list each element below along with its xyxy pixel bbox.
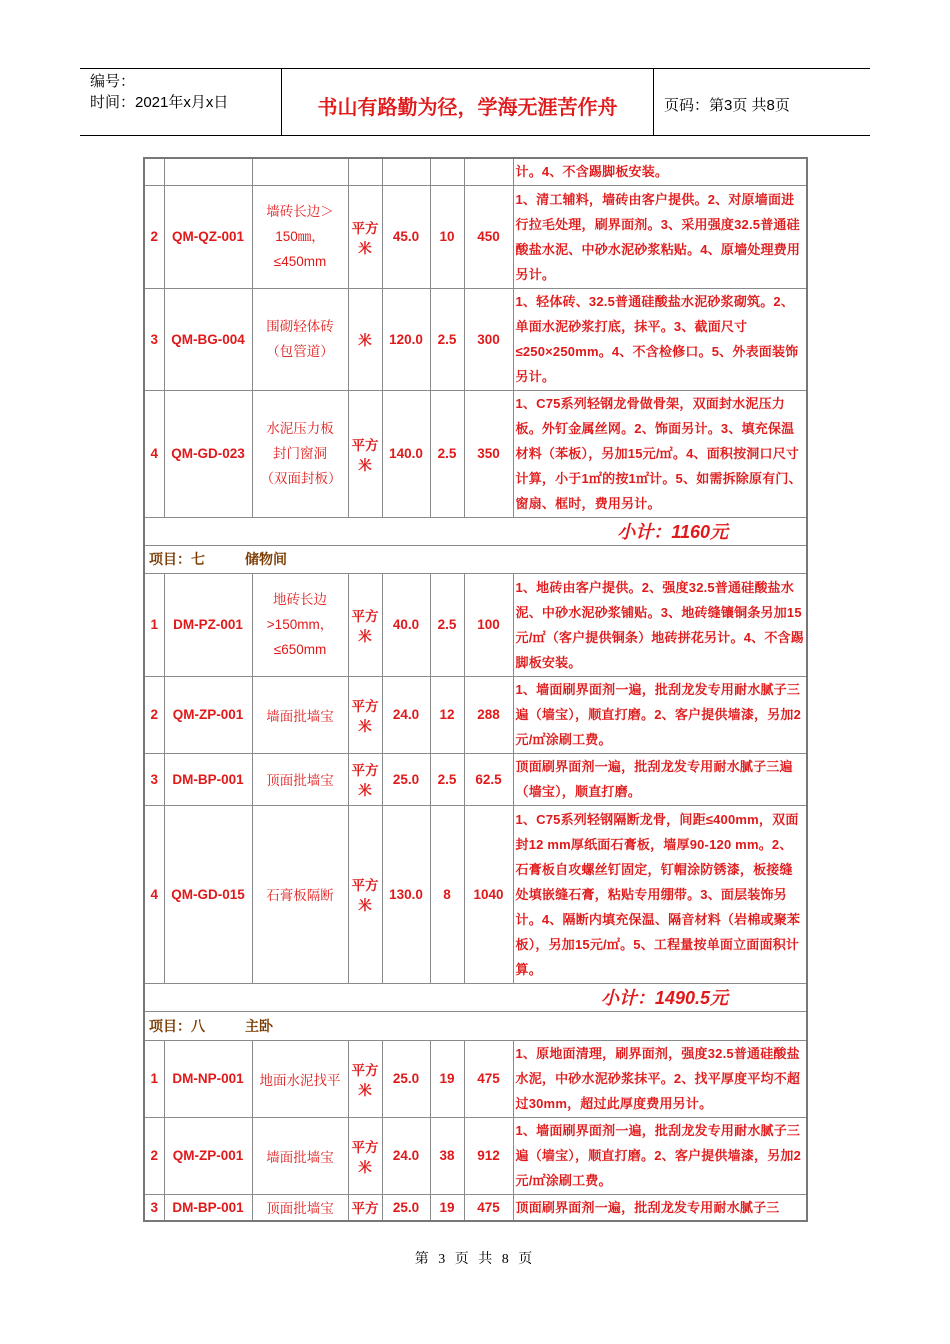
item-quantity: 38 bbox=[430, 1117, 464, 1194]
item-price: 45.0 bbox=[382, 185, 430, 288]
item-unit: 平方米 bbox=[348, 573, 382, 676]
item-amount: 288 bbox=[464, 676, 513, 753]
item-quantity: 2.5 bbox=[430, 288, 464, 390]
table-row bbox=[144, 390, 807, 517]
item-description: 顶面刷界面剂一遍，批刮龙发专用耐水腻子三遍（墙宝），顺直打磨。 bbox=[513, 753, 807, 805]
table-row bbox=[144, 1194, 807, 1221]
item-name: 水泥压力板封门窗洞（双面封板） bbox=[260, 421, 342, 486]
item-quantity: 2.5 bbox=[430, 390, 464, 517]
row-index: 1 bbox=[144, 573, 164, 676]
section-label: 项目：八 bbox=[149, 1017, 205, 1034]
item-amount: 300 bbox=[464, 288, 513, 390]
item-name: 地面水泥找平 bbox=[252, 1040, 348, 1117]
item-code: QM-BG-004 bbox=[164, 288, 252, 390]
item-price: 120.0 bbox=[382, 288, 430, 390]
item-description: 1、C75系列轻钢隔断龙骨，间距≤400mm，双面封12 mm厚纸面石膏板，墙厚90-120 mm。2、石膏板自攻螺丝钉固定，钉帽涂防锈漆，板接缝处填嵌缝石膏，粘贴专用绷带。3、面层装饰另计。4、隔断内填充保温、隔音材料（岩棉或聚苯板），另加15元/㎡。5、工程量按单面立面面积计算。 bbox=[513, 805, 807, 983]
item-price: 140.0 bbox=[382, 390, 430, 517]
item-description: 1、轻体砖、32.5普通硅酸盐水泥砂浆砌筑。2、单面水泥砂浆打底，抹平。3、截面尺寸≤250×250mm。4、不含检修口。5、外表面装饰另计。 bbox=[513, 288, 807, 390]
item-unit: 平方米 bbox=[348, 1040, 382, 1117]
subtotal-row bbox=[144, 517, 807, 545]
document-time-label: 时间：2021年x月x日 bbox=[90, 94, 229, 111]
table-row bbox=[144, 1040, 807, 1117]
item-unit bbox=[348, 158, 382, 185]
item-quantity: 2.5 bbox=[430, 573, 464, 676]
item-amount: 100 bbox=[464, 573, 513, 676]
subtotal-text: 小计：1160元 bbox=[144, 517, 807, 545]
section-name: 储物间 bbox=[245, 551, 287, 567]
row-index: 4 bbox=[144, 390, 164, 517]
table-row bbox=[144, 676, 807, 753]
row-index: 3 bbox=[144, 288, 164, 390]
item-code: QM-GD-023 bbox=[164, 390, 252, 517]
item-price bbox=[382, 158, 430, 185]
item-description: 1、地砖由客户提供。2、强度32.5普通硅酸盐水泥、中砂水泥砂浆铺贴。3、地砖缝镶铜条另加15元/㎡（客户提供铜条）地砖拼花另计。4、不含踢脚板安装。 bbox=[513, 573, 807, 676]
section-name: 主卧 bbox=[245, 1017, 273, 1034]
item-code: QM-GD-015 bbox=[164, 805, 252, 983]
page-header bbox=[80, 68, 870, 136]
subtotal-text: 小计：1490.5元 bbox=[144, 983, 807, 1011]
section-header-row bbox=[144, 1011, 807, 1040]
item-code: QM-QZ-001 bbox=[164, 185, 252, 288]
item-amount: 475 bbox=[464, 1194, 513, 1221]
item-unit: 平方米 bbox=[348, 676, 382, 753]
item-quantity: 10 bbox=[430, 185, 464, 288]
item-unit: 平方米 bbox=[348, 185, 382, 288]
table-row bbox=[144, 573, 807, 676]
item-price: 25.0 bbox=[382, 1040, 430, 1117]
item-unit: 平方米 bbox=[348, 1117, 382, 1194]
item-name: 地砖长边>150mm，≤650mm bbox=[266, 592, 334, 657]
item-unit: 米 bbox=[348, 288, 382, 390]
item-price: 130.0 bbox=[382, 805, 430, 983]
row-index: 3 bbox=[144, 1194, 164, 1221]
quotation-table bbox=[143, 157, 808, 1222]
document-number-label: 编号： bbox=[90, 73, 136, 90]
item-quantity: 19 bbox=[430, 1040, 464, 1117]
item-name: 墙面批墙宝 bbox=[252, 1117, 348, 1194]
section-label: 项目：七 bbox=[149, 551, 205, 567]
item-description: 1、原地面清理，刷界面剂，强度32.5普通硅酸盐水泥，中砂水泥砂浆抹平。2、找平厚度平均不超过30mm，超过此厚度费用另计。 bbox=[513, 1040, 807, 1117]
item-description: 1、清工辅料，墙砖由客户提供。2、对原墙面进行拉毛处理，刷界面剂。3、采用强度32.5普通硅酸盐水泥、中砂水泥砂浆粘贴。4、原墙处理费用另计。 bbox=[513, 185, 807, 288]
item-price: 25.0 bbox=[382, 1194, 430, 1221]
item-code: DM-NP-001 bbox=[164, 1040, 252, 1117]
item-amount: 350 bbox=[464, 390, 513, 517]
item-description: 1、墙面刷界面剂一遍，批刮龙发专用耐水腻子三遍（墙宝），顺直打磨。2、客户提供墙漆，另加2元/㎡涂刷工费。 bbox=[513, 1117, 807, 1194]
header-motto: 书山有路勤为径，学海无涯苦作舟 bbox=[282, 69, 654, 135]
table-row bbox=[144, 288, 807, 390]
item-price: 24.0 bbox=[382, 676, 430, 753]
table-row bbox=[144, 1117, 807, 1194]
row-index: 2 bbox=[144, 185, 164, 288]
item-quantity bbox=[430, 158, 464, 185]
item-quantity: 2.5 bbox=[430, 753, 464, 805]
item-price: 24.0 bbox=[382, 1117, 430, 1194]
item-code bbox=[164, 158, 252, 185]
item-amount: 62.5 bbox=[464, 753, 513, 805]
item-code: QM-ZP-001 bbox=[164, 1117, 252, 1194]
row-index: 1 bbox=[144, 1040, 164, 1117]
item-name: 石膏板隔断 bbox=[252, 805, 348, 983]
item-price: 40.0 bbox=[382, 573, 430, 676]
page-footer: 第 3 页 共 8 页 bbox=[414, 1252, 536, 1267]
row-index: 4 bbox=[144, 805, 164, 983]
item-name: 墙砖长边＞150㎜，≤450mm bbox=[266, 204, 334, 269]
item-description: 1、墙面刷界面剂一遍，批刮龙发专用耐水腻子三遍（墙宝），顺直打磨。2、客户提供墙漆，另加2元/㎡涂刷工费。 bbox=[513, 676, 807, 753]
item-code: DM-BP-001 bbox=[164, 753, 252, 805]
item-name: 顶面批墙宝 bbox=[252, 1194, 348, 1221]
item-amount bbox=[464, 158, 513, 185]
table-row bbox=[144, 158, 807, 185]
item-price: 25.0 bbox=[382, 753, 430, 805]
item-amount: 1040 bbox=[464, 805, 513, 983]
section-header bbox=[144, 545, 807, 573]
table-row bbox=[144, 185, 807, 288]
item-quantity: 19 bbox=[430, 1194, 464, 1221]
item-description: 顶面刷界面剂一遍，批刮龙发专用耐水腻子三 bbox=[513, 1194, 807, 1221]
item-unit: 平方米 bbox=[348, 753, 382, 805]
item-code: QM-ZP-001 bbox=[164, 676, 252, 753]
item-description: 计。4、不含踢脚板安装。 bbox=[513, 158, 807, 185]
row-index bbox=[144, 158, 164, 185]
item-quantity: 8 bbox=[430, 805, 464, 983]
item-amount: 450 bbox=[464, 185, 513, 288]
row-index: 2 bbox=[144, 1117, 164, 1194]
item-name bbox=[252, 158, 348, 185]
item-name: 围砌轻体砖（包管道） bbox=[266, 319, 334, 359]
item-amount: 475 bbox=[464, 1040, 513, 1117]
section-header-row bbox=[144, 545, 807, 573]
table-row bbox=[144, 805, 807, 983]
item-unit: 平方米 bbox=[348, 805, 382, 983]
item-quantity: 12 bbox=[430, 676, 464, 753]
item-unit: 平方米 bbox=[348, 390, 382, 517]
item-description: 1、C75系列轻钢龙骨做骨架，双面封水泥压力板。外钉金属丝网。2、饰面另计。3、填充保温材料（苯板），另加15元/㎡。4、面积按洞口尺寸计算，小于1㎡的按1㎡计。5、如需拆除原有门、窗扇、框时，费用另计。 bbox=[513, 390, 807, 517]
subtotal-row bbox=[144, 983, 807, 1011]
item-unit: 平方 bbox=[348, 1194, 382, 1221]
item-name: 顶面批墙宝 bbox=[252, 753, 348, 805]
item-code: DM-BP-001 bbox=[164, 1194, 252, 1221]
header-page-label: 页码：第3页 共8页 bbox=[664, 96, 790, 114]
section-header bbox=[144, 1011, 807, 1040]
item-code: DM-PZ-001 bbox=[164, 573, 252, 676]
item-amount: 912 bbox=[464, 1117, 513, 1194]
row-index: 2 bbox=[144, 676, 164, 753]
header-meta bbox=[80, 69, 282, 135]
row-index: 3 bbox=[144, 753, 164, 805]
table-row bbox=[144, 753, 807, 805]
item-name: 墙面批墙宝 bbox=[252, 676, 348, 753]
